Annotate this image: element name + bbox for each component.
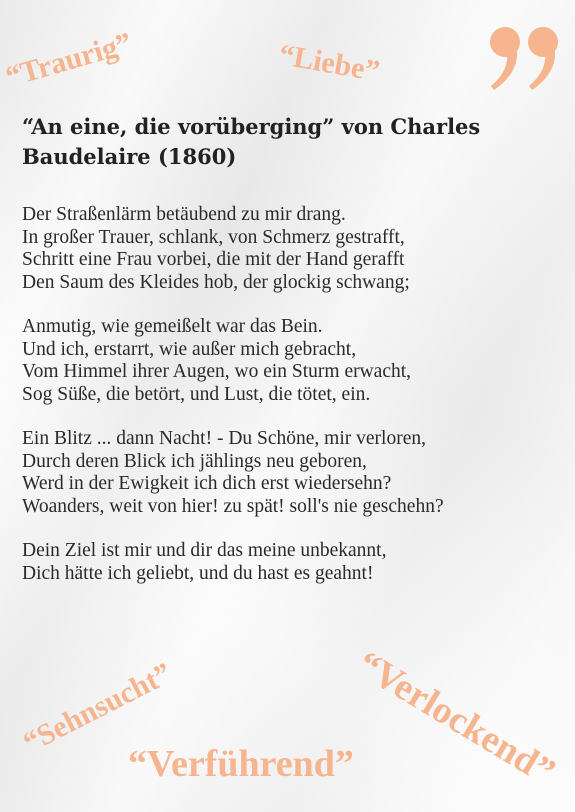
stanza-4: [22, 540, 570, 585]
poem-line: Durch deren Blick ich jählings neu geboren,: [22, 450, 367, 472]
poem-line: Werd in der Ewigkeit ich dich erst wiedersehn?: [22, 473, 392, 494]
poem-line: Ein Blitz ... dann Nacht! - Du Schöne, mir verloren,: [22, 428, 426, 449]
decorative-word-verlockend: “Verlockend”: [349, 642, 563, 794]
poem-line: Vom Himmel ihrer Augen, wo ein Sturm erwacht,: [22, 361, 412, 382]
decorative-word-liebe: “Liebe”: [276, 38, 383, 89]
decorative-word-sehnsucht: “Sehnsucht”: [18, 656, 178, 760]
poem-line: Dich hätte ich geliebt, und du hast es geahnt!: [22, 562, 374, 584]
poem-body: [22, 204, 570, 607]
poem-line: Sog Süße, die betört, und Lust, die tötet, ein.: [22, 383, 371, 405]
decorative-word-traurig: “Traurig”: [2, 26, 136, 94]
poem-line: Den Saum des Kleides hob, der glockig schwang;: [22, 271, 410, 293]
decorative-word-verfuehrend: “Verführend”: [128, 743, 354, 785]
quotation-mark-icon: [486, 20, 566, 100]
stanza-3: [22, 428, 570, 518]
poem-title: “An eine, die vorüberging” von Charles Baudelaire (1860): [22, 114, 481, 169]
poem-line: Dein Ziel ist mir und dir das meine unbekannt,: [22, 540, 387, 561]
poem-line: Und ich, erstarrt, wie außer mich gebracht,: [22, 338, 357, 360]
poem-line: Schritt eine Frau vorbei, die mit der Hand gerafft: [22, 249, 405, 270]
stanza-2: [22, 316, 570, 406]
poem-line: Anmutig, wie gemeißelt war das Bein.: [22, 316, 323, 337]
stanza-1: [22, 204, 570, 294]
poem-line: Woanders, weit von hier! zu spät! soll's nie geschehn?: [22, 495, 444, 517]
poem-line: Der Straßenlärm betäubend zu mir drang.: [22, 204, 346, 225]
poem-line: In großer Trauer, schlank, von Schmerz gestrafft,: [22, 226, 405, 248]
